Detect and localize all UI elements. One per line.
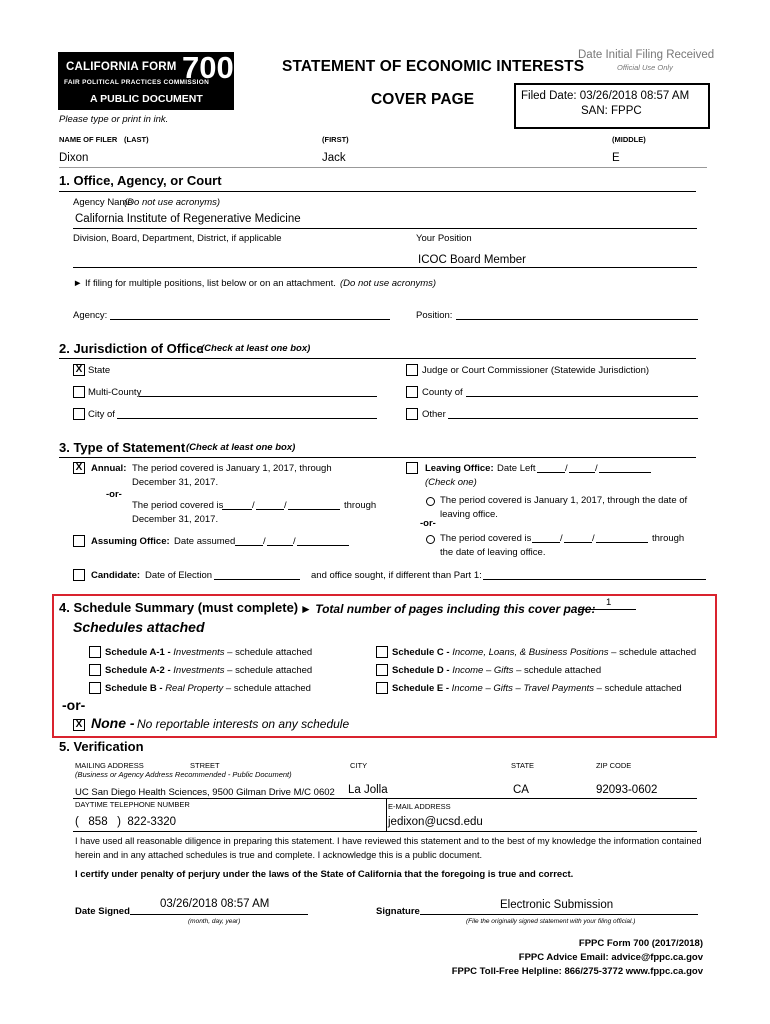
none-text: No reportable interests on any schedule bbox=[137, 717, 350, 731]
date-assumed-label: Date assumed bbox=[174, 536, 236, 547]
schedule-b-label bbox=[105, 683, 311, 694]
position-label: Your Position bbox=[416, 233, 472, 244]
footer-form-version: FPPC Form 700 (2017/2018) bbox=[578, 938, 703, 949]
agency-name-label: Agency Name bbox=[73, 197, 133, 208]
schedule-b-tail: – schedule attached bbox=[225, 683, 311, 694]
leaving-label: Leaving Office: bbox=[425, 463, 494, 474]
assumed-slash-2: / bbox=[293, 536, 296, 547]
total-pages-line bbox=[580, 609, 636, 610]
agency-note: (Do not use acronyms) bbox=[124, 197, 221, 208]
form-badge bbox=[58, 52, 234, 110]
candidate-checkbox[interactable] bbox=[73, 569, 85, 581]
schedule-d-desc: Income – Gifts bbox=[452, 665, 514, 676]
schedule-a1-desc: Investments bbox=[173, 647, 225, 658]
state-value[interactable]: CA bbox=[513, 784, 529, 796]
assuming-checkbox[interactable] bbox=[73, 535, 85, 547]
left-day-line[interactable] bbox=[569, 472, 595, 473]
other-checkbox[interactable] bbox=[406, 408, 418, 420]
assuming-label: Assuming Office: bbox=[91, 536, 170, 547]
leaving-option-2-text-a: The period covered is bbox=[440, 533, 532, 544]
none-label: None - bbox=[91, 715, 135, 731]
name-of-filer-label: NAME OF FILER bbox=[59, 135, 118, 144]
zip-value[interactable]: 92093-0602 bbox=[596, 784, 658, 796]
left-slash-2: / bbox=[595, 463, 598, 474]
date-signed-value[interactable]: 03/26/2018 08:57 AM bbox=[160, 898, 270, 910]
section-1-heading: 1. Office, Agency, or Court bbox=[59, 173, 222, 188]
multi-position-note: ► If filing for multiple positions, list below or on an attachment. bbox=[73, 278, 336, 289]
schedule-e-desc: Income – Gifts – Travel Payments bbox=[451, 683, 595, 694]
annual-label: Annual: bbox=[91, 463, 127, 474]
schedule-e-code: Schedule E - bbox=[392, 683, 450, 694]
section-2-rule bbox=[59, 358, 696, 359]
office-sought-line[interactable] bbox=[483, 579, 706, 580]
agency-line bbox=[73, 228, 697, 229]
period-slash-1: / bbox=[252, 500, 255, 511]
address-note: (Business or Agency Address Recommended - Public Document) bbox=[75, 770, 292, 779]
mailing-address[interactable]: UC San Diego Health Sciences, 9500 Gilman Drive M/C 0602 bbox=[75, 787, 335, 798]
zip-label: ZIP CODE bbox=[596, 761, 632, 770]
period-month-line[interactable] bbox=[222, 509, 252, 510]
period-text-2: December 31, 2017. bbox=[132, 514, 219, 525]
signature-note: (File the originally signed statement with your filing official.) bbox=[466, 918, 636, 925]
schedule-e-label bbox=[392, 683, 682, 694]
middle-label: (MIDDLE) bbox=[612, 135, 646, 144]
left-month-line[interactable] bbox=[537, 472, 565, 473]
annual-text-1: The period covered is January 1, 2017, through bbox=[132, 463, 332, 474]
state-label: STATE bbox=[511, 761, 535, 770]
schedule-c-tail: – schedule attached bbox=[611, 647, 697, 658]
date-left-label: Date Left bbox=[497, 463, 536, 474]
schedule-b-code: Schedule B - bbox=[105, 683, 163, 694]
agency2-label: Agency: bbox=[73, 310, 108, 321]
date-signed-label: Date Signed bbox=[75, 906, 130, 917]
schedule-a2-checkbox[interactable] bbox=[89, 664, 101, 676]
section-4-heading: 4. Schedule Summary (must complete) bbox=[59, 600, 299, 615]
filed-date-box bbox=[514, 83, 710, 129]
filer-divider bbox=[59, 167, 707, 168]
footer-helpline: FPPC Toll-Free Helpline: 866/275-3772 www.fppc.ca.gov bbox=[451, 966, 703, 977]
certify-statement: I certify under penalty of perjury under the laws of the State of California that the foregoing is true and correct. bbox=[75, 869, 574, 880]
left-year-line[interactable] bbox=[599, 472, 651, 473]
date-initial-label: Date Initial Filing Received bbox=[578, 49, 715, 61]
signature-label: Signature bbox=[376, 906, 420, 917]
schedule-d-checkbox[interactable] bbox=[376, 664, 388, 676]
section-1-rule bbox=[59, 191, 696, 192]
agency2-line[interactable] bbox=[110, 319, 390, 320]
assumed-month-line[interactable] bbox=[235, 545, 263, 546]
section-3-note: (Check at least one box) bbox=[186, 442, 296, 453]
position2-label: Position: bbox=[416, 310, 453, 321]
address-line bbox=[73, 798, 697, 799]
filer-first-name[interactable]: Jack bbox=[322, 152, 346, 164]
phone-value[interactable]: ( 858 ) 822-3320 bbox=[75, 816, 177, 828]
office-sought-label: and office sought, if different than Part 1: bbox=[311, 570, 482, 581]
assumed-day-line[interactable] bbox=[267, 545, 293, 546]
city-of-label: City of bbox=[88, 409, 115, 420]
email-value[interactable]: jedixon@ucsd.edu bbox=[388, 816, 483, 828]
annual-checkbox[interactable]: X bbox=[73, 462, 85, 474]
section-5-heading: 5. Verification bbox=[59, 739, 144, 754]
state-label: State bbox=[88, 365, 111, 376]
state-checkbox[interactable]: X bbox=[73, 364, 85, 376]
filer-middle-name[interactable]: E bbox=[612, 152, 620, 164]
city-line[interactable] bbox=[117, 418, 377, 419]
other-label: Other bbox=[422, 409, 446, 420]
section-3-heading: 3. Type of Statement bbox=[59, 440, 186, 455]
county-checkbox[interactable] bbox=[406, 386, 418, 398]
mailing-address-label: MAILING ADDRESS bbox=[75, 761, 144, 770]
schedule-e-checkbox[interactable] bbox=[376, 682, 388, 694]
multi-county-checkbox[interactable] bbox=[73, 386, 85, 398]
phone-line bbox=[73, 831, 697, 832]
city-checkbox[interactable] bbox=[73, 408, 85, 420]
multi-county-label: Multi-County bbox=[88, 387, 142, 398]
through-label: through bbox=[344, 500, 377, 511]
schedule-e-tail: – schedule attached bbox=[596, 683, 682, 694]
declaration-line-2: herein and in any attached schedules is true and complete. I acknowledge this is a public document. bbox=[75, 850, 483, 860]
official-use-label: Official Use Only bbox=[617, 63, 673, 72]
schedule-a2-code: Schedule A-2 - bbox=[105, 665, 171, 676]
footer-advice-email: FPPC Advice Email: advice@fppc.ca.gov bbox=[518, 952, 703, 963]
none-checkbox[interactable]: X bbox=[73, 719, 85, 731]
leaving2-slash-1: / bbox=[560, 533, 563, 544]
judge-label: Judge or Court Commissioner (Statewide Jurisdiction) bbox=[422, 365, 650, 376]
page-title: STATEMENT OF ECONOMIC INTERESTS bbox=[282, 58, 585, 75]
san-number: SAN: FPPC bbox=[581, 105, 642, 117]
leaving2-year-line[interactable] bbox=[596, 542, 648, 543]
assumed-year-line[interactable] bbox=[297, 545, 349, 546]
filed-date: Filed Date: 03/26/2018 08:57 AM bbox=[521, 90, 690, 102]
schedule-a1-checkbox[interactable] bbox=[89, 646, 101, 658]
check-one-label: (Check one) bbox=[425, 477, 477, 488]
multi-county-line[interactable] bbox=[139, 396, 377, 397]
schedule-a1-code: Schedule A-1 - bbox=[105, 647, 171, 658]
schedule-a2-label bbox=[105, 665, 312, 676]
or-label-1: -or- bbox=[106, 489, 122, 500]
period-slash-2: / bbox=[284, 500, 287, 511]
county-of-label: County of bbox=[422, 387, 463, 398]
schedule-c-desc: Income, Loans, & Business Positions bbox=[452, 647, 609, 658]
schedule-a1-label bbox=[105, 647, 312, 658]
leaving-option-2-text-b: the date of leaving office. bbox=[440, 547, 546, 558]
division-label: Division, Board, Department, District, if applicable bbox=[73, 233, 282, 244]
schedule-b-checkbox[interactable] bbox=[89, 682, 101, 694]
phone-label: DAYTIME TELEPHONE NUMBER bbox=[75, 800, 190, 809]
schedule-d-tail: – schedule attached bbox=[516, 665, 602, 676]
county-line[interactable] bbox=[466, 396, 698, 397]
page-subtitle: COVER PAGE bbox=[371, 91, 475, 108]
position-value[interactable]: ICOC Board Member bbox=[418, 254, 527, 266]
leaving-option-1-text-a: The period covered is January 1, 2017, through the date of bbox=[440, 495, 688, 506]
annual-text-2: December 31, 2017. bbox=[132, 477, 219, 488]
period-year-line[interactable] bbox=[288, 509, 340, 510]
position-line bbox=[73, 267, 697, 268]
left-slash-1: / bbox=[565, 463, 568, 474]
judge-checkbox[interactable] bbox=[406, 364, 418, 376]
section-2-note: (Check at least one box) bbox=[201, 343, 311, 354]
print-note: Please type or print in ink. bbox=[59, 114, 169, 125]
or-label-2: -or- bbox=[420, 518, 436, 529]
public-document-label: A PUBLIC DOCUMENT bbox=[90, 93, 203, 105]
email-divider bbox=[386, 799, 387, 832]
leaving2-day-line[interactable] bbox=[564, 542, 592, 543]
schedule-d-code: Schedule D - bbox=[392, 665, 450, 676]
commission-name: FAIR POLITICAL PRACTICES COMMISSION bbox=[64, 79, 210, 86]
total-pages-value[interactable]: 1 bbox=[606, 597, 612, 608]
period-day-line[interactable] bbox=[256, 509, 284, 510]
leaving-option-2-radio[interactable] bbox=[426, 535, 435, 544]
leaving2-slash-2: / bbox=[592, 533, 595, 544]
form-number: 700 bbox=[182, 50, 234, 85]
multi-position-note-2: (Do not use acronyms) bbox=[340, 278, 437, 289]
city-value[interactable]: La Jolla bbox=[348, 784, 388, 796]
declaration-line-1: I have used all reasonable diligence in preparing this statement. I have reviewed this statement and to the best of my knowledge the information contained bbox=[75, 836, 702, 846]
form-label: CALIFORNIA FORM bbox=[66, 61, 177, 73]
election-date-label: Date of Election bbox=[145, 570, 213, 581]
position2-line[interactable] bbox=[456, 319, 698, 320]
schedule-c-code: Schedule C - bbox=[392, 647, 450, 658]
schedule-d-label bbox=[392, 665, 601, 676]
first-label: (FIRST) bbox=[322, 135, 349, 144]
schedule-a2-desc: Investments bbox=[173, 665, 225, 676]
or-label-3: -or- bbox=[62, 697, 86, 713]
section-2-heading: 2. Jurisdiction of Office bbox=[59, 341, 204, 356]
schedule-a1-tail: – schedule attached bbox=[227, 647, 313, 658]
total-pages-label: ► Total number of pages including this cover page: bbox=[300, 602, 596, 616]
date-signed-line bbox=[130, 914, 308, 915]
date-format-note: (month, day, year) bbox=[188, 918, 241, 925]
leaving2-through: through bbox=[652, 533, 685, 544]
assumed-slash-1: / bbox=[263, 536, 266, 547]
street-label: STREET bbox=[190, 761, 220, 770]
election-date-line[interactable] bbox=[214, 579, 300, 580]
agency-name[interactable]: California Institute of Regenerative Medicine bbox=[75, 213, 301, 225]
period-text-1: The period covered is bbox=[132, 500, 224, 511]
schedule-c-label bbox=[392, 647, 696, 658]
filer-last-name[interactable]: Dixon bbox=[59, 152, 89, 164]
leaving-option-1-text-b: leaving office. bbox=[440, 509, 498, 520]
leaving-option-1-radio[interactable] bbox=[426, 497, 435, 506]
leaving2-month-line[interactable] bbox=[532, 542, 560, 543]
signature-line bbox=[420, 914, 698, 915]
other-line[interactable] bbox=[448, 418, 698, 419]
schedule-b-desc: Real Property bbox=[165, 683, 224, 694]
schedule-c-checkbox[interactable] bbox=[376, 646, 388, 658]
email-label: E-MAIL ADDRESS bbox=[388, 802, 451, 811]
candidate-label: Candidate: bbox=[91, 570, 141, 581]
leaving-checkbox[interactable] bbox=[406, 462, 418, 474]
last-label: (LAST) bbox=[124, 135, 149, 144]
signature-value[interactable]: Electronic Submission bbox=[500, 899, 614, 911]
section-3-rule bbox=[59, 457, 696, 458]
city-label: CITY bbox=[350, 761, 368, 770]
schedule-a2-tail: – schedule attached bbox=[227, 665, 313, 676]
schedules-attached-label: Schedules attached bbox=[73, 619, 205, 635]
